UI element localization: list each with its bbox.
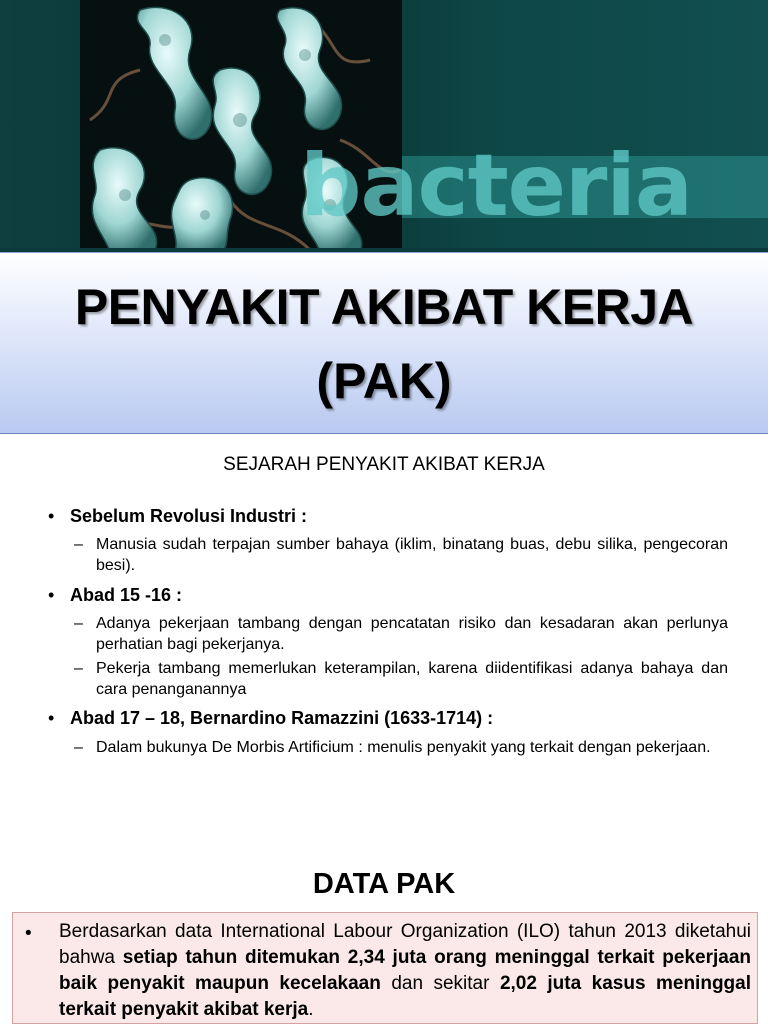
sub-item-text: Manusia sudah terpajan sumber bahaya (iklim, binatang buas, debu silika, pengecoran besi). [96,536,728,574]
bullet-label: Abad 17 – 18, Bernardino Ramazzini (1633-1714) : [70,708,494,728]
bullet-label: Sebelum Revolusi Industri : [70,506,308,526]
bullet-icon: • [25,923,32,944]
dash-icon: – [74,660,83,677]
bullet-icon: • [48,506,55,526]
bullet-item [48,585,182,606]
sub-item-text: Pekerja tambang memerlukan keterampilan, karena diidentifikasi adanya bahaya dan cara penanganannya [96,660,728,698]
dash-icon: – [74,739,83,756]
dash-icon: – [74,615,83,632]
page-title-abbrev: (PAK) [316,353,452,409]
bullet-item [48,506,307,527]
history-heading: SEJARAH PENYAKIT AKIBAT KERJA [223,454,545,475]
paragraph-text: Berdasarkan data International Labour Organization (ILO) tahun 2013 diketahui bahwa [59,921,751,968]
header-banner [0,0,768,252]
sub-item [74,613,728,655]
bullet-icon: • [48,585,55,605]
paragraph-emphasis: setiap tahun ditemukan 2,34 juta orang meninggal terkait pekerjaan baik penyakit maupun kecelakaan [59,947,751,994]
paragraph-text: dan sekitar [380,973,500,994]
sub-item [74,658,728,700]
dash-icon: – [74,536,83,553]
sub-item-text: Dalam bukunya De Morbis Artificium : menulis penyakit yang terkait dengan pekerjaan. [96,739,711,756]
data-paragraph [59,919,751,1023]
bullet-icon: • [48,708,55,728]
bullet-label: Abad 15 -16 : [70,585,183,605]
bacteria-wordmark: bacteria [300,136,692,236]
sub-item-text: Adanya pekerjaan tambang dengan pencatatan risiko dan kesadaran akan perlunya perhatian bagi pekerjanya. [96,615,728,653]
page-title: PENYAKIT AKIBAT KERJA [74,279,694,335]
bullet-item [48,708,493,729]
data-callout [12,912,758,1024]
paragraph-emphasis: 2,02 juta kasus meninggal terkait penyakit akibat kerja [59,973,752,1020]
sub-item [74,534,728,576]
sub-item [74,737,728,758]
paragraph-text: . [308,999,314,1020]
data-heading: DATA PAK [312,868,456,900]
